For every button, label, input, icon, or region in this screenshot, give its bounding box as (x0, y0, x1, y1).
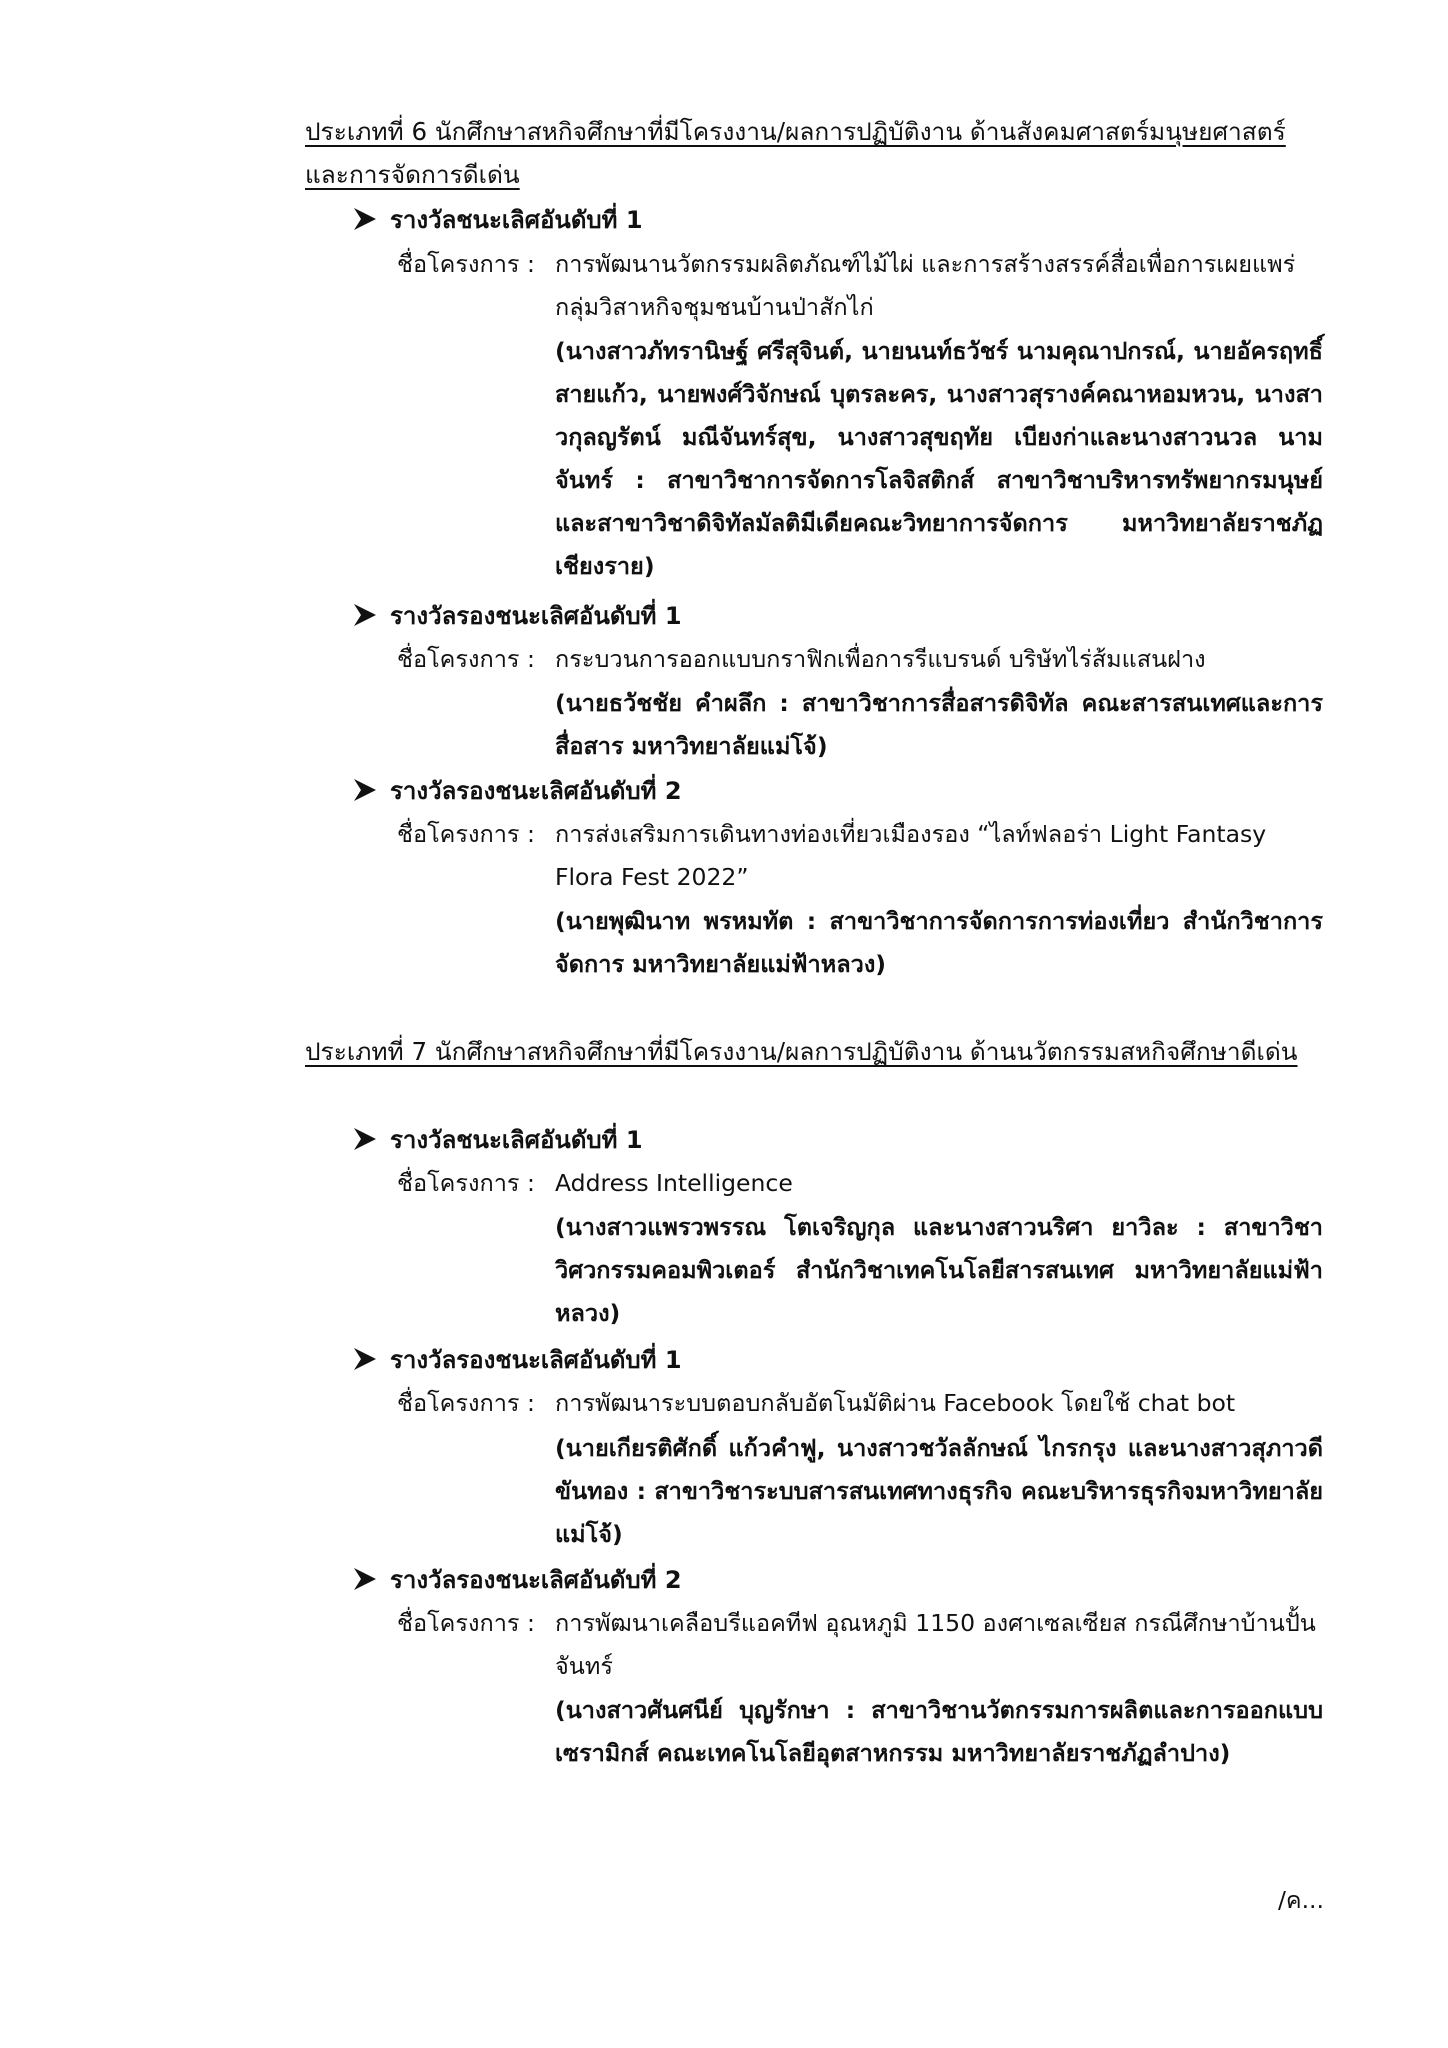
award-title: รางวัลรองชนะเลิศอันดับที่ 1 (390, 602, 682, 630)
arrow-bullet-icon (352, 1566, 378, 1592)
project-title: Address Intelligence (555, 1169, 793, 1197)
award-title: รางวัลชนะเลิศอันดับที่ 1 (390, 1126, 643, 1154)
project-members: (นางสาวศันศนีย์ บุญรักษา : สาขาวิชานวัตกรรมการผลิตและการออกแบบเซรามิกส์ คณะเทคโนโลยีอุตสาหกรรม มหาวิทยาลัยราชภัฏลำปาง) (555, 1696, 1323, 1767)
project-label: ชื่อโครงการ : (397, 1169, 535, 1197)
project-members: (นางสาวภัทรานิษฐ์ ศรีสุจินต์, นายนนท์ธวัชร์ นามคุณาปกรณ์, นายอัครฤทธิ์ สายแก้ว, นายพงศ์วิจักษณ์ บุตรละคร, นางสาวสุรางค์คณาหอมหวน, นางสาวกุลญรัตน์ มณีจันทร์สุข, นางสาวสุขฤทัย เบียงก่าและนางสาวนวล นามจันทร์ : สาขาวิชาการจัดการโลจิสติกส์ สาขาวิชาบริหารทรัพยากรมนุษย์ และสาขาวิชาดิจิทัลมัลติมีเดียคณะวิทยาการจัดการ มหาวิทยาลัยราชภัฏเชียงราย) (555, 337, 1323, 580)
project-members: (นายเกียรติศักดิ์ แก้วคำฟู, นางสาวชวัลลักษณ์ ไกรกรุง และนางสาวสุภาวดี ขันทอง : สาขาวิชาระบบสารสนเทศทางธุรกิจ คณะบริหารธุรกิจมหาวิทยาลัยแม่โจ้) (555, 1434, 1323, 1548)
project-members: (นายธวัชชัย คำผลึก : สาขาวิชาการสื่อสารดิจิทัล คณะสารสนเทศและการสื่อสาร มหาวิทยาลัยแม่โจ้) (555, 689, 1323, 760)
project-title: การพัฒนานวัตกรรมผลิตภัณฑ์ไม้ไผ่ และการสร้างสรรค์สื่อเพื่อการเผยแพร่กลุ่มวิสาหกิจชุมชนบ้านป่าสักไก่ (555, 250, 1296, 321)
arrow-bullet-icon (352, 206, 378, 232)
section-6-award-3 (352, 771, 1252, 811)
section-6-award-2 (352, 596, 1252, 636)
project-label: ชื่อโครงการ : (397, 820, 535, 848)
section-7-award-2 (352, 1340, 1252, 1380)
project-members: (นายพุฒินาท พรหมทัต : สาขาวิชาการจัดการการท่องเที่ยว สำนักวิชาการจัดการ มหาวิทยาลัยแม่ฟ้าหลวง) (555, 907, 1323, 978)
award-title: รางวัลรองชนะเลิศอันดับที่ 2 (390, 1566, 682, 1594)
project-members: (นางสาวแพรวพรรณ โตเจริญกุล และนางสาวนริศา ยาวิละ : สาขาวิชาวิศวกรรมคอมพิวเตอร์ สำนักวิชาเทคโนโลยีสารสนเทศ มหาวิทยาลัยแม่ฟ้าหลวง) (555, 1213, 1323, 1327)
project-label: ชื่อโครงการ : (397, 1609, 535, 1637)
project-label: ชื่อโครงการ : (397, 1389, 535, 1417)
section-7-award-3 (352, 1560, 1252, 1600)
section-6-heading: ประเภทที่ 6 นักศึกษาสหกิจศึกษาที่มีโครงงาน/ผลการปฏิบัติงาน ด้านสังคมศาสตร์มนุษยศาสตร์และการจัดการดีเด่น (305, 117, 1286, 189)
section-7-heading: ประเภทที่ 7 นักศึกษาสหกิจศึกษาที่มีโครงงาน/ผลการปฏิบัติงาน ด้านนวัตกรรมสหกิจศึกษาดีเด่น (305, 1037, 1298, 1066)
project-title: การส่งเสริมการเดินทางท่องเที่ยวเมืองรอง “ไลท์ฟลอร่า Light Fantasy Flora Fest 2022” (555, 820, 1267, 891)
project-label: ชื่อโครงการ : (397, 250, 535, 278)
project-title: การพัฒนาเคลือบรีแอคทีฟ อุณหภูมิ 1150 องศาเซลเซียส กรณีศึกษาบ้านปั้นจันทร์ (555, 1609, 1316, 1680)
section-7-award-1 (352, 1120, 1252, 1160)
arrow-bullet-icon (352, 602, 378, 628)
page-continuation: /ค... (1277, 1886, 1324, 1914)
award-title: รางวัลชนะเลิศอันดับที่ 1 (390, 206, 643, 234)
project-label: ชื่อโครงการ : (397, 645, 535, 673)
award-title: รางวัลรองชนะเลิศอันดับที่ 2 (390, 777, 682, 805)
arrow-bullet-icon (352, 777, 378, 803)
section-6-award-1 (352, 200, 1252, 240)
project-title: กระบวนการออกแบบกราฟิกเพื่อการรีแบรนด์ บริษัทไร่ส้มแสนฝาง (555, 645, 1206, 673)
award-title: รางวัลรองชนะเลิศอันดับที่ 1 (390, 1346, 682, 1374)
project-title: การพัฒนาระบบตอบกลับอัตโนมัติผ่าน Facebook โดยใช้ chat bot (555, 1389, 1236, 1417)
arrow-bullet-icon (352, 1126, 378, 1152)
arrow-bullet-icon (352, 1346, 378, 1372)
